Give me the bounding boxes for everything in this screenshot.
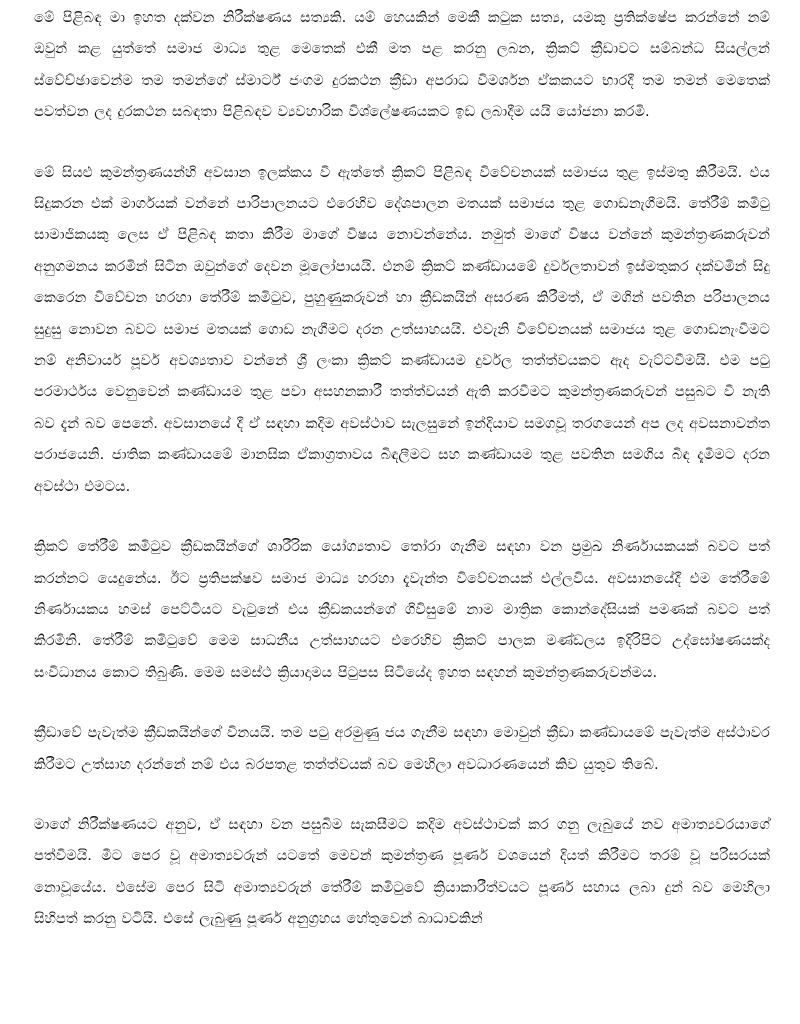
paragraph-minister: මාගේ නිරීක්ෂණයට අනුව, ඒ සඳහා වන පසුබිම සැකසීමට කදිම අවස්ථාවක් කර ගනු ලැබුයේ නව අමාත්‍යවරයාගේ පත්වීමයි. මීට පෙර වූ අමාත්‍යවරුන් යටතේ මෙවන් කුමන්ත්‍රණ පූර්ණ වශයෙන් දියත් කිරීමට තරම් වූ පරිසරයක් නොවූයේය. එසේම පෙර සිටි අමාත්‍යවරුන් තේරීම් කමිටුවේ ක්‍රියාකාරීත්වයට පූර්ණ සහාය ලබා දුන් බව මෙහිලා සිහිපත් කරනු වටියි. එසේ ලැබුණු පූර්ණ අනුග්‍රහය හේතුවෙන් බාධාවකින් (34, 815, 770, 928)
paragraph-discipline: ක්‍රීඩාවේ පැවැත්ම ක්‍රීඩකයින්ගේ විනයයි. තම පටු අරමුණු ජය ගැනීම සඳහා මොවුන් ක්‍රීඩා කණ්ඩායමේ පැවැත්ම අස්ථාවර කිරීමට උත්සාහ දරන්නේ නම් එය බරපතළ තත්ත්වයක් බව මෙහිලා අවධාරණයෙන් කිව යුතුව තිබේ. (34, 724, 770, 773)
paragraph-observation: මේ පිළිබඳ මා ඉහත දක්වන නිරීක්ෂණය සත්‍යකි. යම් හෙයකින් මෙකී කටුක සත්‍ය, යමකු ප්‍රතික්ෂේප කරන්නේ නම් ඔවුන් කළ යුත්තේ සමාජ මාධ්‍ය තුළ මෙතෙක් එකී මත පළ කරනු ලබන, ක්‍රිකට් ක්‍රීඩාවට සම්බන්ධ සියල්ලන් ස්වේච්ඡාවෙන්ම තම තමන්ගේ ස්මාර්ට් ජංගම දුරකථන ක්‍රීඩා අපරාධ විමර්ශන ඒකකයට භාරදී තම තමන් මෙතෙක් පවත්වන ලද දුරකථන සබඳතා පිළිබඳව ව්‍යවහාරික විශ්ලේෂණයකට ඉඩ ලබාදීම යයි යෝජනා කරමි. (34, 9, 770, 121)
paragraph-selection-committee: ක්‍රිකට් තේරීම් කමිටුව ක්‍රීඩකයින්ගේ ශාරීරික යෝග්‍යතාව තෝරා ගැනීම සඳහා වන ප්‍රමුඛ නිර්ණායකයක් බවට පත් කරන්නට යෙදුනේය. ඊට ප්‍රතිපක්ෂව සමාජ මාධ්‍ය හරහා දැවැන්ත විවේචනයක් එල්ලවිය. අවසානයේදී එම තේරීමේ නිර්ණායකය හමස් පෙට්ටියට වැටුනේ එය ක්‍රීඩකයන්ගේ ගිවිසුමේ නාම මාත්‍රික කොන්දේසියක් පමණක් බවට පත් කිරමිනි. තේරීම් කමිටුවේ මෙම සාධනීය උත්සාහයට එරෙහිව ක්‍රිකට් පාලක මණ්ඩලය ඉදිරිපිට උද්ඝෝෂණයක්ද සංවිධානය කොට තිබුණි. මෙම සමස්ථ ක්‍රියාදාමය පිටුපස සිටියේද ඉහත සඳහන් කුමන්ත්‍රණකරුවන්මය. (34, 538, 770, 681)
paragraph-conspiracy-goal: මේ සියළු කුමන්ත්‍රණයන්හි අවසාන ඉලක්කය වී ඇත්තේ ක්‍රිකට් පිළිබඳ විවේචනයක් සමාජය තුළ ඉස්මතු කිරීමයි. එය සිදුකරන එක් මාර්ගයක් වන්නේ පාරිපාලනයට එරෙහිව දේශපාලන මතයක් සමාජය තුළ ගොඩනැගීමයි. තේරීම් කමිටු සාමාජිකයකු ලෙස ඒ පිළිබඳ කතා කිරීම මාගේ විෂය නොවන්නේය. නමුත් මාගේ විෂය වන්නේ කුමන්ත්‍රණකරුවන් අනුගමනය කරමින් සිටින ඔවුන්ගේ දෙවන මූලෝපායයි. එනම් ක්‍රිකට් කණ්ඩායමේ දුර්වලතාවන් ඉස්මතුකර දක්වමින් සිදු කෙරෙන විවේචන හරහා තේරීම් කමිටුව, පුහුණුකරුවන් හා ක්‍රීඩකයින් අසරණ කිරීමත්, ඒ මගින් පවතින පරිපාලනය සුදුසු නොවන බවට සමාජ මතයක් ගොඩ නැගීමට දරන උත්සාහයයි. එවැනි විවේචනයක් සමාජය තුළ ගොඩනැංවීමට නම් අනිවාර්ය පූර්ව අවශ්‍යතාව වන්නේ ශ්‍රී ලංකා ක්‍රිකට් කණ්ඩායම දුර්වල තත්ත්වයකට ඇද වැට්ටවීමයි. එම පටු පරමාර්ථය වෙනුවෙන් කණ්ඩායම තුළ පවා අසහනකාරී තත්ත්වයන් ඇති කරවීමට කුමන්ත්‍රණකරුවන් පසුබට වී නැති බව දැන් බව පෙනේ. අවසානයේ දී ඒ සඳහා කදිම අවස්ථාව සැලසුනේ ඉන්දියාව සමගවූ තරගයෙන් අප ලද අවසනාවන්ත පරාජයෙනි. ජාතික කණ්ඩායමේ මානසික ඒකාග්‍රතාවය බිඳලීමට සහ කණ්ඩායම තුළ පවතින සමගිය බිඳ දැමීමට දරන අවස්ථා එමටය. (34, 163, 770, 495)
